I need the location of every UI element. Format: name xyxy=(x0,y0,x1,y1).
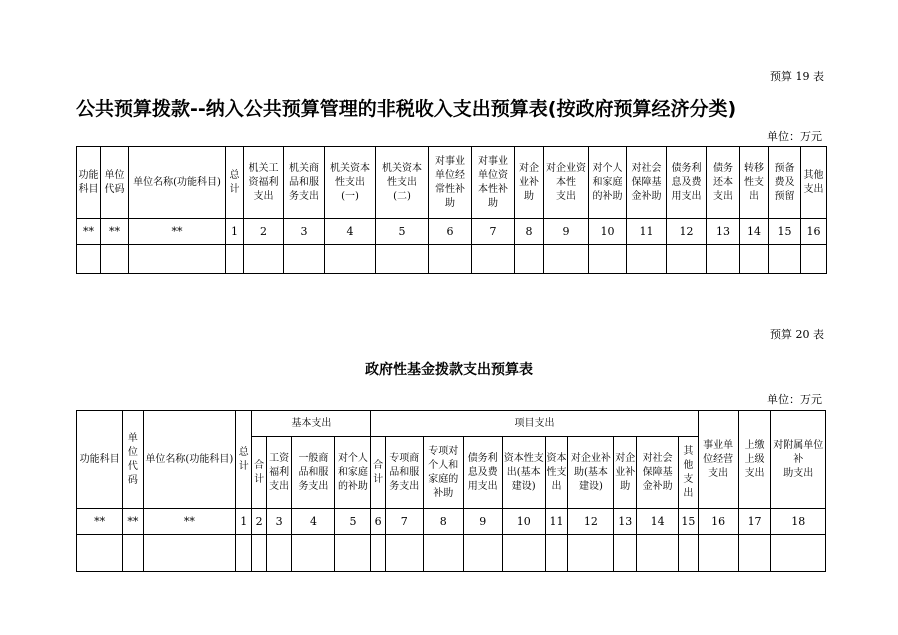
table2-tag: 预算 20 表 xyxy=(770,328,824,341)
table1-empty-cell xyxy=(627,245,667,274)
table1-index-cell: 6 xyxy=(429,219,472,245)
table1-index-cell: 11 xyxy=(627,219,667,245)
table2-project-sub-cell: 债务利 息及费 用支出 xyxy=(463,437,502,509)
table2-index-cell: 16 xyxy=(698,509,738,535)
table2-empty-cell xyxy=(614,535,637,572)
table2-col-affiliate: 对附属单位补 助支出 xyxy=(771,411,826,509)
table1-index-cell: 10 xyxy=(589,219,627,245)
table2-empty-cell xyxy=(236,535,252,572)
table1-index-cell: 8 xyxy=(515,219,544,245)
table1-empty-cell xyxy=(325,245,376,274)
table2-index-cell: 7 xyxy=(385,509,423,535)
table2-empty-cell xyxy=(266,535,292,572)
table2-index-cell: ** xyxy=(77,509,123,535)
table1-index-cell: 13 xyxy=(707,219,740,245)
table1-header-cell: 对企业资 本性 支出 xyxy=(544,147,589,219)
table1-header-cell: 其他 支出 xyxy=(801,147,827,219)
table2-col-business: 事业单 位经营 支出 xyxy=(698,411,738,509)
table1-header-cell: 机关工 资福利 支出 xyxy=(244,147,284,219)
table2-project-sub-cell: 专项商 品和服 务支出 xyxy=(385,437,423,509)
table2-empty-cell xyxy=(371,535,385,572)
table1-empty-cell xyxy=(769,245,801,274)
table2-index-cell: 11 xyxy=(545,509,568,535)
table2-empty-cell xyxy=(143,535,235,572)
table2-empty-cell xyxy=(771,535,826,572)
table1-header-cell: 债务利 息及费 用支出 xyxy=(667,147,707,219)
table1-header-cell: 单位 代码 xyxy=(101,147,129,219)
table1-header-cell: 对个人 和家庭 的补助 xyxy=(589,147,627,219)
table2-basic-sub-cell: 对个人 和家庭 的补助 xyxy=(335,437,371,509)
table1-title: 公共预算拨款--纳入公共预算管理的非税收入支出预算表(按政府预算经济分类) xyxy=(76,98,737,120)
table1-header-cell: 对社会 保障基 金补助 xyxy=(627,147,667,219)
table2-project-sub-cell: 资本 性支 出 xyxy=(545,437,568,509)
table1-header-cell: 债务 还本 支出 xyxy=(707,147,740,219)
table1-index-cell: 7 xyxy=(472,219,515,245)
table1-empty-cell xyxy=(740,245,769,274)
table1-empty-cell xyxy=(515,245,544,274)
table1-index-cell: 4 xyxy=(325,219,376,245)
table1-index-cell: 1 xyxy=(226,219,244,245)
table1-header-cell: 机关资本 性支出 (一) xyxy=(325,147,376,219)
table1-header-cell: 机关商 品和服 务支出 xyxy=(284,147,325,219)
table1-empty-cell xyxy=(707,245,740,274)
table1-empty-cell xyxy=(801,245,827,274)
table1-empty-cell xyxy=(429,245,472,274)
table1-index-cell: ** xyxy=(77,219,101,245)
table1-empty-cell xyxy=(667,245,707,274)
table1-header-cell: 总 计 xyxy=(226,147,244,219)
table1-empty-cell xyxy=(544,245,589,274)
table1-empty-cell xyxy=(589,245,627,274)
table2-empty-cell xyxy=(77,535,123,572)
table2-index-cell: 1 xyxy=(236,509,252,535)
table1-unit: 单位：万元 xyxy=(767,130,822,143)
table1-empty-cell xyxy=(244,245,284,274)
table1-index-cell: 16 xyxy=(801,219,827,245)
table2-project-sub-cell: 对企业补 助(基本 建设) xyxy=(568,437,614,509)
table2-index-cell: 14 xyxy=(637,509,679,535)
table2-index-cell: 3 xyxy=(266,509,292,535)
table1-empty-cell xyxy=(129,245,226,274)
table2-col-upper: 上缴 上级 支出 xyxy=(738,411,771,509)
table2-project-sub-cell: 对社会 保障基 金补助 xyxy=(637,437,679,509)
table2-index-cell: 10 xyxy=(502,509,545,535)
table1-header-row xyxy=(77,147,827,219)
table1-index-row xyxy=(77,219,827,245)
table1-header-cell: 对事业 单位经 常性补 助 xyxy=(429,147,472,219)
table2-index-cell: 18 xyxy=(771,509,826,535)
table2-empty-cell xyxy=(385,535,423,572)
table2-col-total: 总 计 xyxy=(236,411,252,509)
table2-empty-cell xyxy=(738,535,771,572)
table1-header-cell: 对企 业补 助 xyxy=(515,147,544,219)
table2-index-cell: 8 xyxy=(423,509,463,535)
table1-index-cell: 9 xyxy=(544,219,589,245)
table1-index-cell: 3 xyxy=(284,219,325,245)
table1 xyxy=(76,146,827,274)
table2-empty-cell xyxy=(292,535,335,572)
table2-empty-cell xyxy=(698,535,738,572)
table2-basic-sub-cell: 一般商 品和服 务支出 xyxy=(292,437,335,509)
table1-index-cell: 15 xyxy=(769,219,801,245)
table2-col-name: 单位名称(功能科目) xyxy=(143,411,235,509)
table1-empty-cell xyxy=(472,245,515,274)
table2-index-cell: 12 xyxy=(568,509,614,535)
table2-empty-cell xyxy=(502,535,545,572)
table2-index-cell: ** xyxy=(123,509,144,535)
table2-index-row xyxy=(77,509,826,535)
table1-empty-cell xyxy=(226,245,244,274)
table2-col-func: 功能科目 xyxy=(77,411,123,509)
table1-index-cell: ** xyxy=(101,219,129,245)
table2-project-sub-cell: 合 计 xyxy=(371,437,385,509)
table2-empty-cell xyxy=(637,535,679,572)
table2-basic-sub-cell: 工资 福利 支出 xyxy=(266,437,292,509)
table1-header-cell: 功能 科目 xyxy=(77,147,101,219)
table2-col-code: 单 位 代 码 xyxy=(123,411,144,509)
table1-header-cell: 机关资本 性支出 (二) xyxy=(376,147,429,219)
table1-header-cell: 转移 性支 出 xyxy=(740,147,769,219)
table2-group-project: 项目支出 xyxy=(371,411,698,437)
table2-index-cell: 15 xyxy=(679,509,699,535)
table2-header-row-1 xyxy=(77,411,826,437)
table2-index-cell: 6 xyxy=(371,509,385,535)
table2-empty-cell xyxy=(545,535,568,572)
table2-basic-sub-cell: 合 计 xyxy=(252,437,266,509)
table1-empty-cell xyxy=(376,245,429,274)
table2-unit: 单位：万元 xyxy=(767,393,822,406)
table1-header-cell: 单位名称(功能科目) xyxy=(129,147,226,219)
table1-index-cell: 2 xyxy=(244,219,284,245)
table2-project-sub-cell: 其 他 支 出 xyxy=(679,437,699,509)
table2-project-sub-cell: 资本性支 出(基本 建设) xyxy=(502,437,545,509)
table2-index-cell: 5 xyxy=(335,509,371,535)
table2-empty-cell xyxy=(463,535,502,572)
table2-index-cell: ** xyxy=(143,509,235,535)
table2-index-cell: 4 xyxy=(292,509,335,535)
table2-group-basic: 基本支出 xyxy=(252,411,371,437)
table2-project-sub-cell: 对企 业补 助 xyxy=(614,437,637,509)
table2-empty-row xyxy=(77,535,826,572)
table1-index-cell: 12 xyxy=(667,219,707,245)
table1-empty-cell xyxy=(77,245,101,274)
table1-empty-cell xyxy=(284,245,325,274)
table2-index-cell: 17 xyxy=(738,509,771,535)
table2-empty-cell xyxy=(252,535,266,572)
table2-empty-cell xyxy=(123,535,144,572)
table2-empty-cell xyxy=(335,535,371,572)
table2-index-cell: 2 xyxy=(252,509,266,535)
table1-tag: 预算 19 表 xyxy=(770,70,824,83)
table2-index-cell: 9 xyxy=(463,509,502,535)
table2-empty-cell xyxy=(679,535,699,572)
table1-index-cell: 5 xyxy=(376,219,429,245)
table2-empty-cell xyxy=(568,535,614,572)
table2 xyxy=(76,410,826,572)
table2-index-cell: 13 xyxy=(614,509,637,535)
table2-title: 政府性基金拨款支出预算表 xyxy=(365,362,533,378)
table1-index-cell: 14 xyxy=(740,219,769,245)
table1-empty-cell xyxy=(101,245,129,274)
table1-empty-row xyxy=(77,245,827,274)
table1-header-cell: 预备 费及 预留 xyxy=(769,147,801,219)
table1-header-cell: 对事业 单位资 本性补 助 xyxy=(472,147,515,219)
table1-index-cell: ** xyxy=(129,219,226,245)
table2-project-sub-cell: 专项对 个人和 家庭的 补助 xyxy=(423,437,463,509)
table2-empty-cell xyxy=(423,535,463,572)
